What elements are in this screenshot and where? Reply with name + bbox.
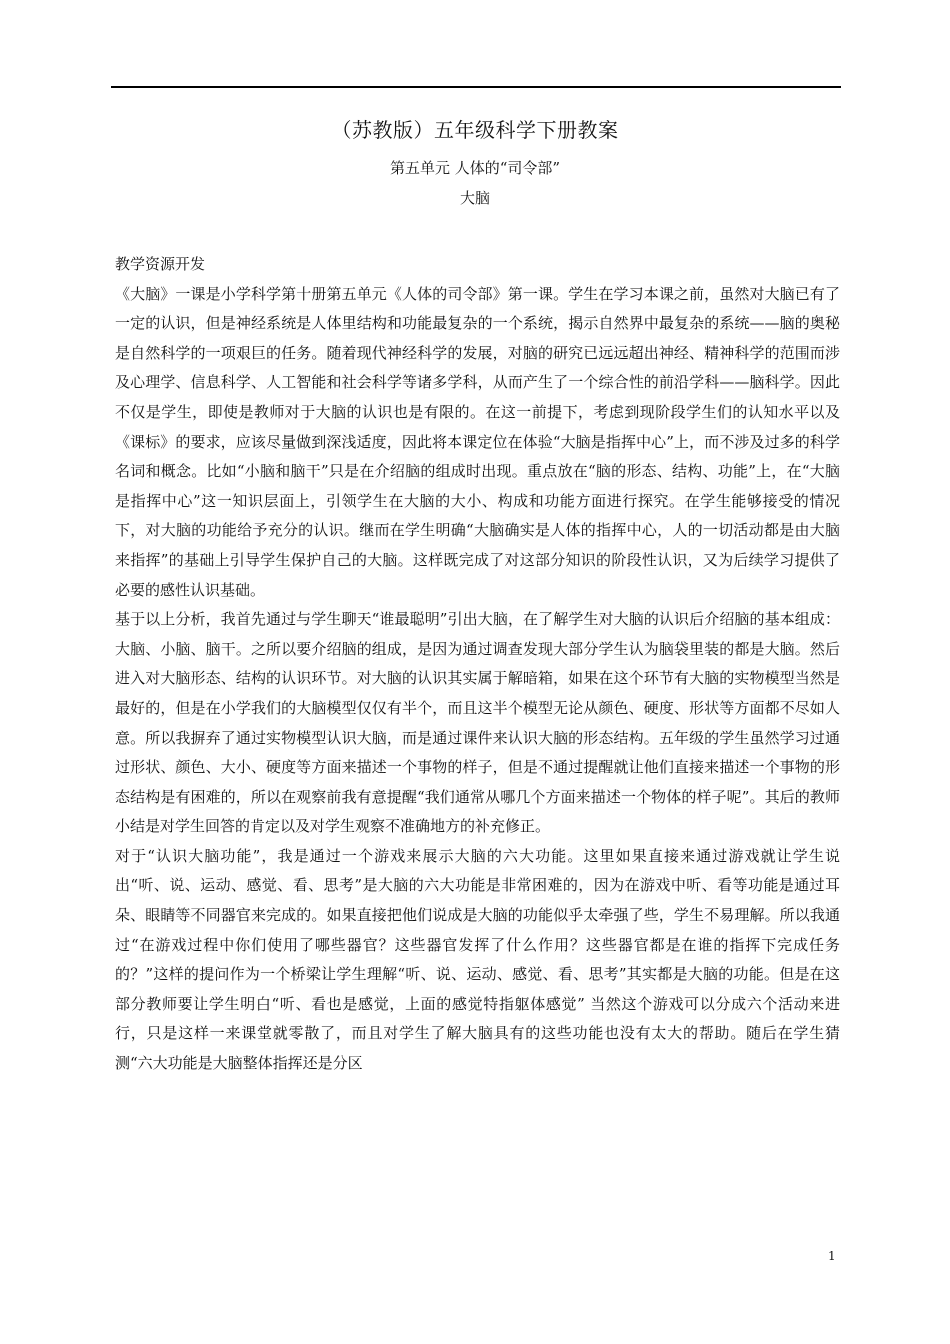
lesson-title: 大脑 bbox=[459, 189, 490, 207]
document-body bbox=[115, 250, 840, 1079]
header-rule bbox=[111, 86, 841, 88]
paragraph: 《大脑》一课是小学科学第十册第五单元《人体的司令部》第一课。学生在学习本课之前，虽然对大脑已有了一定的认识，但是神经系统是人体里结构和功能最复杂的一个系统，揭示自然界中最复杂的系统——脑的奥秘是自然科学的一项艰巨的任务。随着现代神经科学的发展，对脑的研究已远远超出神经、精神科学的范围而涉及心理学、信息科学、人工智能和社会科学等诸多学科，从而产生了一个综合性的前沿学科——脑科学。因此不仅是学生，即使是教师对于大脑的认识也是有限的。在这一前提下，考虑到现阶段学生们的认知水平以及《课标》的要求，应该尽量做到深浅适度，因此将本课定位在体验“大脑是指挥中心”上，而不涉及过多的科学名词和概念。比如“小脑和脑干”只是在介绍脑的组成时出现。重点放在“脑的形态、结构、功能”上，在“大脑是指挥中心”这一知识层面上，引领学生在大脑的大小、构成和功能方面进行探究。在学生能够接受的情况下，对大脑的功能给予充分的认识。继而在学生明确“大脑确实是人体的指挥中心，人的一切活动都是由大脑来指挥”的基础上引导学生保护自己的大脑。这样既完成了对这部分知识的阶段性认识，又为后续学习提供了必要的感性认识基础。 bbox=[115, 284, 840, 599]
paragraph: 基于以上分析，我首先通过与学生聊天“谁最聪明”引出大脑，在了解学生对大脑的认识后介绍脑的基本组成：大脑、小脑、脑干。之所以要介绍脑的组成，是因为通过调查发现大部分学生认为脑袋里装的都是大脑。然后进入对大脑形态、结构的认识环节。对大脑的认识其实属于解暗箱，如果在这个环节有大脑的实物模型当然是最好的，但是在小学我们的大脑模型仅仅有半个，而且这半个模型无论从颜色、硬度、形状等方面都不尽如人意。所以我摒弃了通过实物模型认识大脑，而是通过课件来认识大脑的形态结构。五年级的学生虽然学习过通过形状、颜色、大小、硬度等方面来描述一个事物的样子，但是不通过提醒就让他们直接来描述一个事物的形态结构是有困难的，所以在观察前我有意提醒“我们通常从哪几个方面来描述一个物体的样子呢”。其后的教师小结是对学生回答的肯定以及对学生观察不准确地方的补充修正。 bbox=[115, 610, 840, 836]
page-number: 1 bbox=[828, 1249, 836, 1263]
unit-subtitle: 第五单元 人体的“司令部” bbox=[389, 159, 561, 177]
paragraph: 对于“认识大脑功能”，我是通过一个游戏来展示大脑的六大功能。这里如果直接来通过游戏就让学生说出“听、说、运动、感觉、看、思考”是大脑的六大功能是非常困难的，因为在游戏中听、看等功能是通过耳朵、眼睛等不同器官来完成的。如果直接把他们说成是大脑的功能似乎太牵强了些，学生不易理解。所以我通过“在游戏过程中你们使用了哪些器官？这些器官发挥了什么作用？这些器官都是在谁的指挥下完成任务的？”这样的提问作为一个桥梁让学生理解“听、说、运动、感觉、看、思考”其实都是大脑的功能。但是在这部分教师要让学生明白“听、看也是感觉，上面的感觉特指躯体感觉” 当然这个游戏可以分成六个活动来进行，只是这样一来课堂就零散了，而且对学生了解大脑具有的这些功能也没有太大的帮助。随后在学生猜测“六大功能是大脑整体指挥还是分区 bbox=[115, 846, 840, 1073]
section-heading: 教学资源开发 bbox=[115, 255, 206, 273]
document-title: （苏教版）五年级科学下册教案 bbox=[331, 118, 619, 142]
